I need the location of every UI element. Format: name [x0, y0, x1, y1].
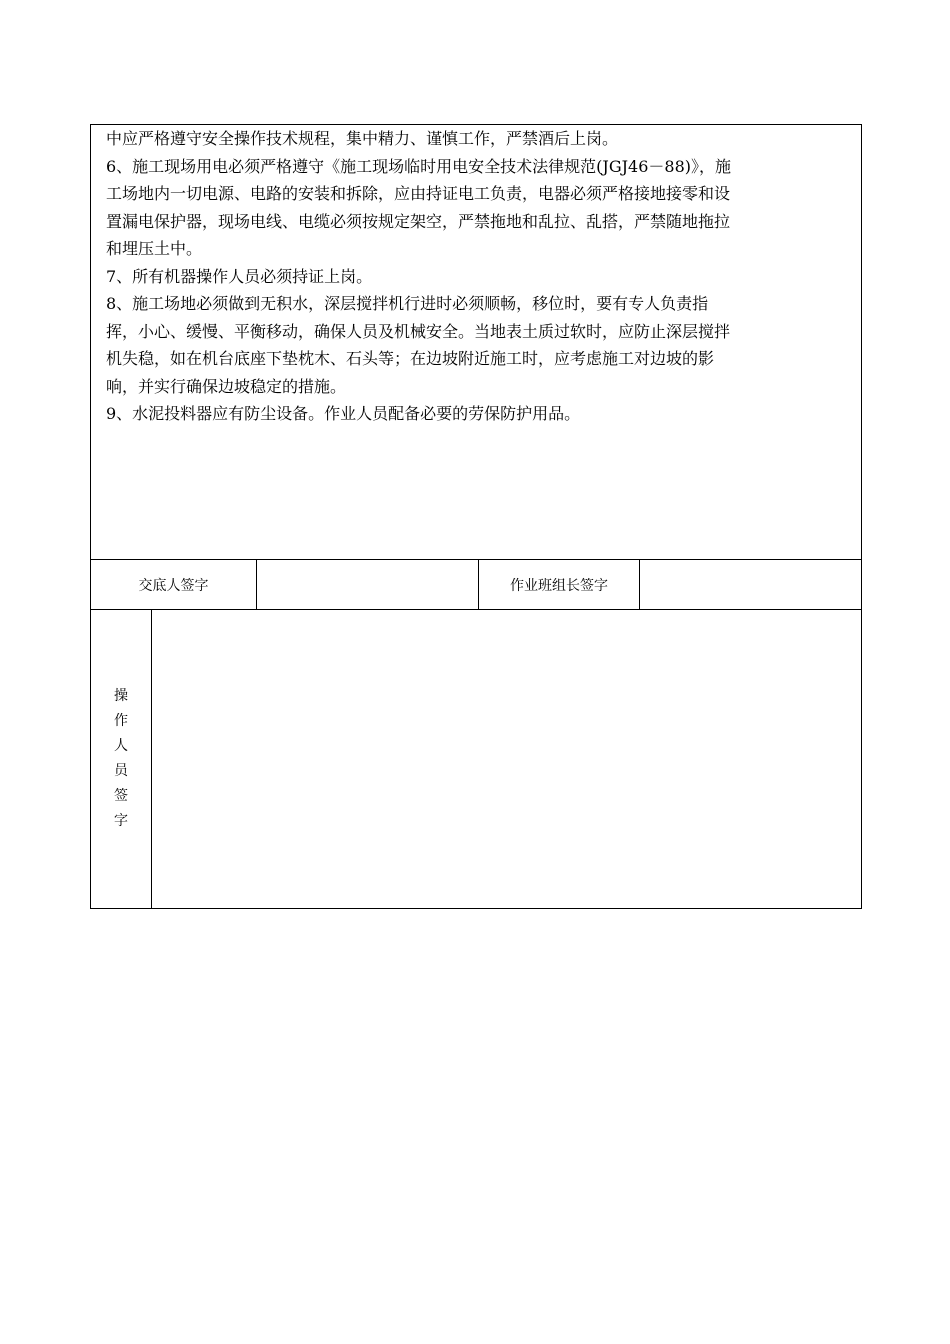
label-char: 字 — [114, 813, 128, 829]
text-line: 9、水泥投料器应有防尘设备。作业人员配备必要的劳保防护用品。 — [106, 404, 581, 423]
text-line: 7、所有机器操作人员必须持证上岗。 — [106, 266, 373, 286]
text-line: 工场地内一切电源、电路的安装和拆除，应由持证电工负责，电器必须严格接地接零和设 — [106, 184, 731, 203]
label-char: 员 — [114, 763, 128, 779]
team-leader-signature-field[interactable] — [640, 560, 861, 609]
briefing-table — [90, 124, 862, 909]
text-line: 8、施工场地必须做到无积水，深层搅拌机行进时必须顺畅，移位时，要有专人负责指 — [106, 294, 709, 313]
text-line: 中应严格遵守安全操作技术规程，集中精力、谨慎工作，严禁酒后上岗。 — [106, 129, 619, 148]
briefer-signature-label: 交底人签字 — [91, 560, 257, 609]
text-line: 置漏电保护器，现场电线、电缆必须按规定架空，严禁拖地和乱拉、乱搭，严禁随地拖拉 — [106, 211, 731, 231]
text-line: 和埋压土中。 — [106, 239, 203, 258]
safety-requirements-cell — [91, 125, 861, 560]
operator-signature-area[interactable] — [152, 610, 861, 908]
text-line: 机失稳，如在机台底座下垫枕木、石头等；在边坡附近施工时，应考虑施工对边坡的影 — [106, 349, 715, 368]
text-line: 6、施工现场用电必须严格遵守《施工现场临时用电安全技术法律规范(JGJ46－88)》，施 — [106, 156, 731, 176]
label-char: 人 — [114, 738, 128, 754]
label-char: 操 — [114, 688, 128, 704]
safety-requirements-text — [106, 125, 861, 428]
label-char: 作 — [114, 713, 128, 729]
text-line: 挥，小心、缓慢、平衡移动，确保人员及机械安全。当地表土质过软时，应防止深层搅拌 — [106, 321, 731, 341]
signature-row — [91, 560, 861, 610]
operator-signature-row — [91, 610, 861, 908]
team-leader-signature-label: 作业班组长签字 — [479, 560, 640, 609]
text-line: 响，并实行确保边坡稳定的措施。 — [106, 376, 347, 396]
briefer-signature-field[interactable] — [257, 560, 479, 609]
label-char: 签 — [114, 788, 128, 804]
operator-signature-label — [91, 610, 152, 908]
